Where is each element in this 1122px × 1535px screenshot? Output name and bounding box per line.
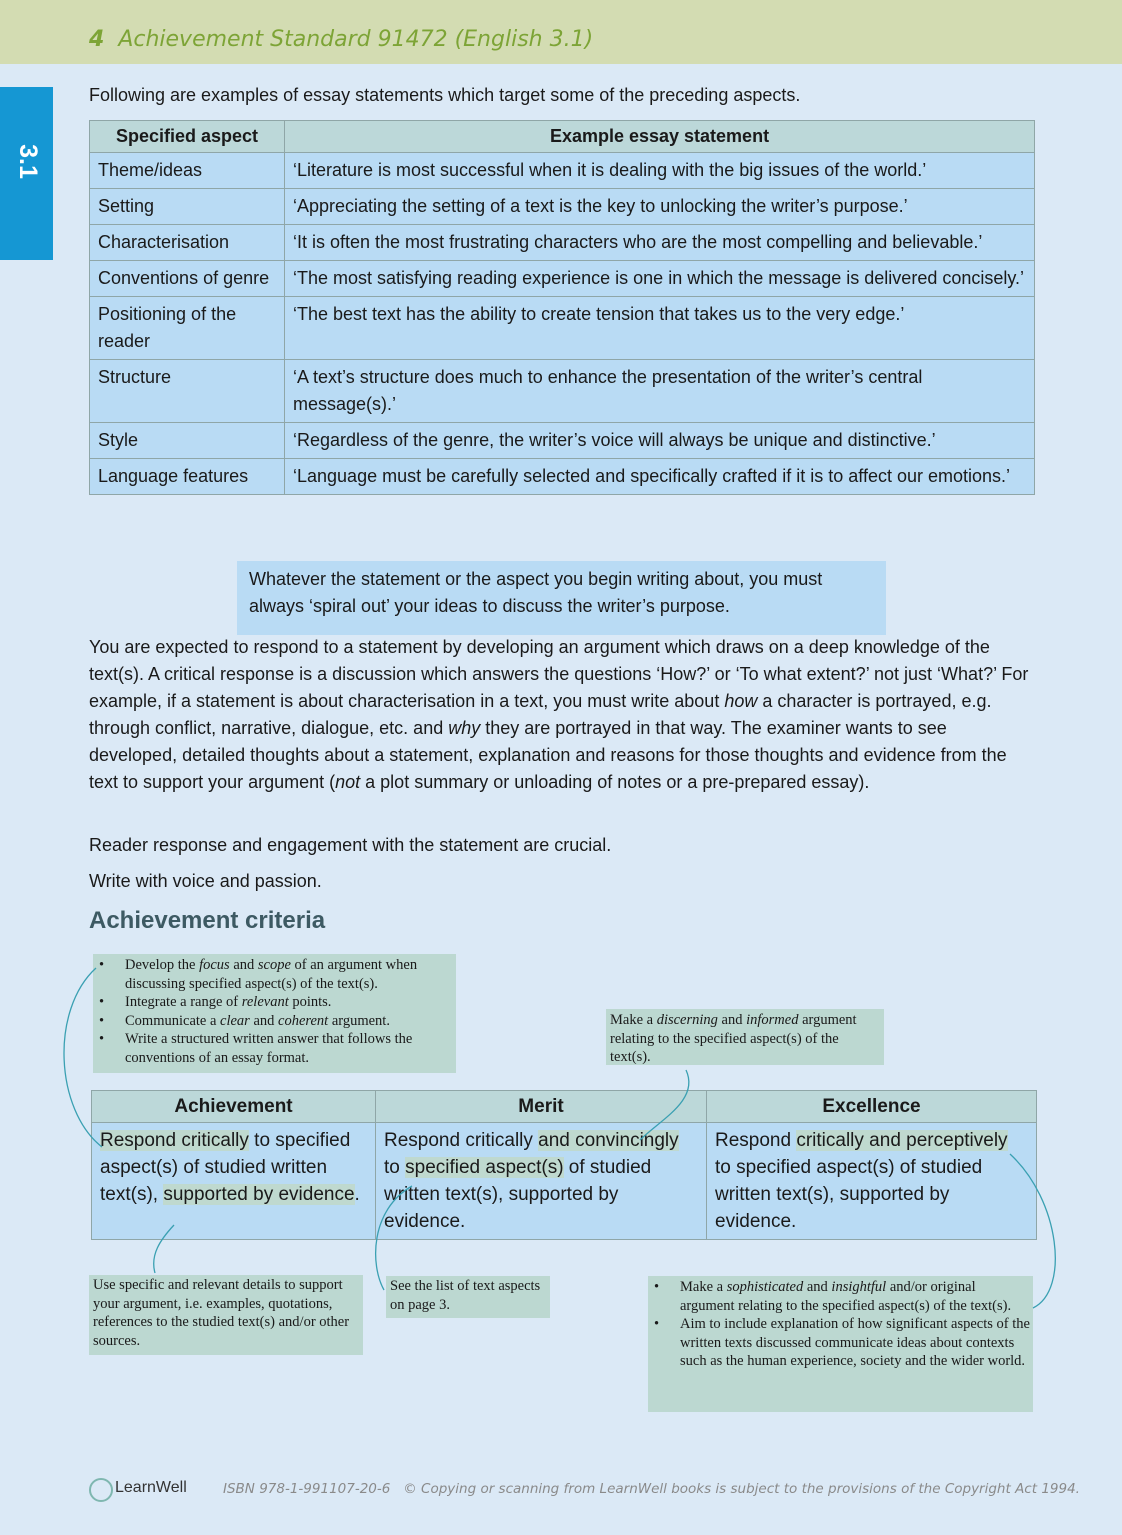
list-item: • Write a structured written answer that follows the conventions of an essay format. xyxy=(113,1030,456,1067)
statement-cell: ‘Language must be carefully selected and specifically crafted if it is to affect our emotions.’ xyxy=(285,459,1035,495)
table-row xyxy=(90,297,1035,360)
table-row xyxy=(90,153,1035,189)
merit-criterion: Respond critically and convincingly to specified aspect(s) of studied written text(s), supported by evidence. xyxy=(376,1123,707,1240)
criteria-table xyxy=(91,1090,1037,1240)
column-header-merit: Merit xyxy=(376,1091,707,1123)
table-row xyxy=(90,189,1035,225)
table-row xyxy=(90,423,1035,459)
excellence-criterion: Respond critically and perceptively to specified aspect(s) of studied written text(s), supported by evidence. xyxy=(707,1123,1037,1240)
body-paragraph-voice: Write with voice and passion. xyxy=(89,871,322,891)
learnwell-logo-icon xyxy=(89,1478,113,1502)
aspect-cell: Conventions of genre xyxy=(90,261,285,297)
body-text: a character is portrayed, e.g. through conflict, narrative, dialogue, etc. and xyxy=(89,691,992,738)
emphasis-why: why xyxy=(448,718,481,738)
emphasis-not: not xyxy=(335,772,361,792)
aspect-cell: Characterisation xyxy=(90,225,285,261)
table-row xyxy=(90,360,1035,423)
column-header: Specified aspect xyxy=(90,121,285,153)
body-paragraph-reader-response: Reader response and engagement with the statement are crucial. xyxy=(89,835,612,855)
page-header xyxy=(0,0,1122,64)
achievement-criterion: Respond critically to specified aspect(s) of studied written text(s), supported by evidence. xyxy=(92,1123,376,1240)
side-tab-label: 3.1 xyxy=(13,144,42,179)
list-item: • Integrate a range of relevant points. xyxy=(113,993,456,1012)
merit-note-box: Make a discerning and informed argument relating to the specified aspect(s) of the text(s). xyxy=(606,1009,884,1065)
list-item: • Communicate a clear and coherent argument. xyxy=(113,1012,456,1031)
table-header-row xyxy=(92,1091,1037,1123)
header-title xyxy=(89,27,593,52)
aspect-cell: Theme/ideas xyxy=(90,153,285,189)
brand-name: LearnWell xyxy=(115,1479,187,1496)
achieved-notes-box xyxy=(93,954,456,1073)
emphasis-how: how xyxy=(724,691,758,711)
aspects-table xyxy=(89,120,1035,495)
body-text: You are expected to respond to a statement by developing an argument which draws on a deep knowledge of the text(s). A critical response is a discussion which answers the questions ‘How?’ or ‘To what extent?’ not just ‘What?’ For example, if a statement is about characterisation in a text, you must write about xyxy=(89,637,1029,711)
table-header-row xyxy=(90,121,1035,153)
list-item: • Aim to include explanation of how significant aspects of the written texts discussed communicate ideas about contexts such as the human experience, society and the wider world. xyxy=(668,1315,1033,1371)
statement-cell: ‘It is often the most frustrating characters who are the most compelling and believable.’ xyxy=(285,225,1035,261)
table-row xyxy=(90,225,1035,261)
statement-cell: ‘Regardless of the genre, the writer’s voice will always be unique and distinctive.’ xyxy=(285,423,1035,459)
intro-text: Following are examples of essay statements which target some of the preceding aspects. xyxy=(89,85,801,105)
statement-cell: ‘The most satisfying reading experience is one in which the message is delivered concisely.’ xyxy=(285,261,1035,297)
statement-cell: ‘Literature is most successful when it is dealing with the big issues of the world.’ xyxy=(285,153,1035,189)
aspect-cell: Style xyxy=(90,423,285,459)
aspect-cell: Language features xyxy=(90,459,285,495)
statement-cell: ‘The best text has the ability to create tension that takes us to the very edge.’ xyxy=(285,297,1035,360)
column-header: Example essay statement xyxy=(285,121,1035,153)
spiral-out-callout: Whatever the statement or the aspect you begin writing about, you must always ‘spiral out’ your ideas to discuss the writer’s purpose. xyxy=(237,561,886,635)
table-row xyxy=(92,1123,1037,1240)
aspect-cell: Positioning of the reader xyxy=(90,297,285,360)
aspects-reference-note-box: See the list of text aspects on page 3. xyxy=(386,1276,550,1318)
footer-legal xyxy=(223,1481,1080,1497)
body-paragraph-critical-response xyxy=(89,634,1039,796)
table-row xyxy=(90,459,1035,495)
copyright-notice: © Copying or scanning from LearnWell books is subject to the provisions of the Copyright Act 1994. xyxy=(403,1481,1080,1497)
body-text: a plot summary or unloading of notes or a pre-prepared essay). xyxy=(360,772,870,792)
isbn: ISBN 978-1-991107-20-6 xyxy=(223,1481,391,1497)
standard-title: Achievement Standard 91472 (English 3.1) xyxy=(118,27,594,52)
aspect-cell: Structure xyxy=(90,360,285,423)
list-item: • Make a sophisticated and insightful and/or original argument relating to the specified aspect(s) of the text(s). xyxy=(668,1278,1033,1315)
column-header-achievement: Achievement xyxy=(92,1091,376,1123)
statement-cell: ‘A text’s structure does much to enhance the presentation of the writer’s central message(s).’ xyxy=(285,360,1035,423)
aspect-cell: Setting xyxy=(90,189,285,225)
side-tab xyxy=(0,87,53,260)
table-row xyxy=(90,261,1035,297)
statement-cell: ‘Appreciating the setting of a text is the key to unlocking the writer’s purpose.’ xyxy=(285,189,1035,225)
body-text: they are portrayed in that way. The examiner wants to see developed, detailed thoughts about a statement, explanation and reasons for those thoughts and evidence from the text to support your argument ( xyxy=(89,718,1007,792)
list-item: • Develop the focus and scope of an argument when discussing specified aspect(s) of the text(s). xyxy=(113,956,456,993)
achievement-criteria-heading: Achievement criteria xyxy=(89,907,326,934)
excellence-notes-box xyxy=(648,1276,1033,1412)
page-number: 4 xyxy=(89,27,105,52)
column-header-excellence: Excellence xyxy=(707,1091,1037,1123)
evidence-note-box: Use specific and relevant details to support your argument, i.e. examples, quotations, references to the studied text(s) and/or other sources. xyxy=(89,1275,363,1355)
